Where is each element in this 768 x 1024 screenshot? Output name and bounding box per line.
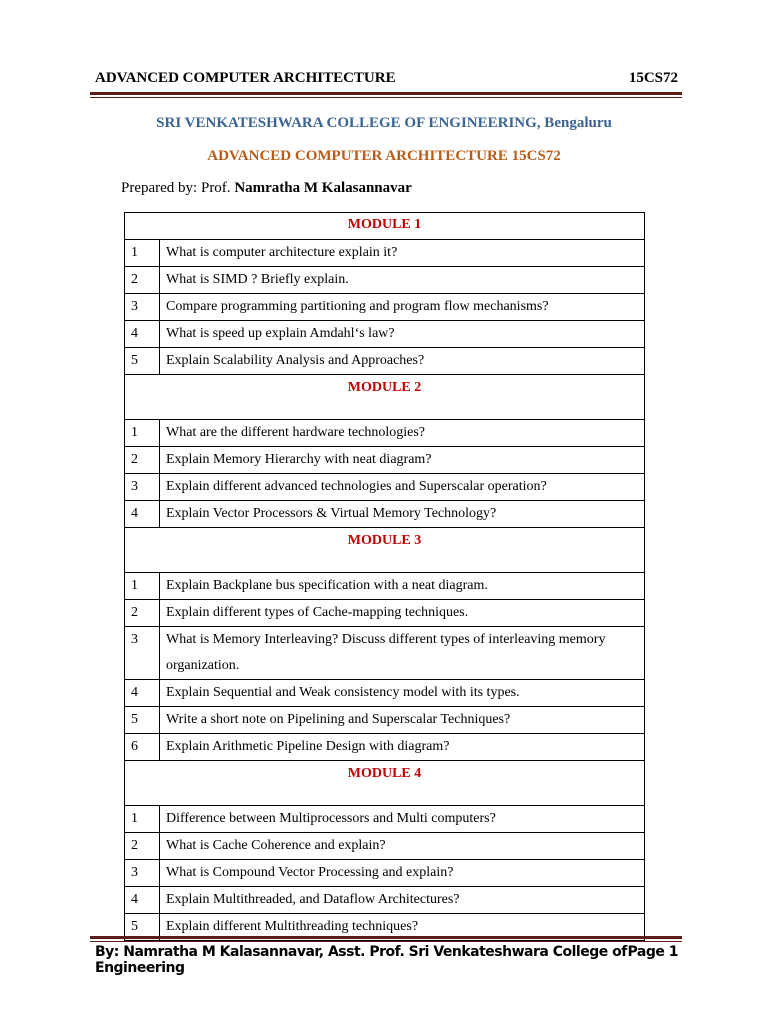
question-number: 2 xyxy=(125,447,160,474)
module-header-row xyxy=(125,375,645,420)
question-number: 4 xyxy=(125,501,160,528)
question-number: 1 xyxy=(125,573,160,600)
question-text: Explain Memory Hierarchy with neat diagram? xyxy=(160,447,645,474)
header-title: ADVANCED COMPUTER ARCHITECTURE xyxy=(95,70,396,86)
question-text: What is computer architecture explain it? xyxy=(160,240,645,267)
question-text: Write a short note on Pipelining and Superscalar Techniques? xyxy=(160,707,645,734)
question-text: Explain Multithreaded, and Dataflow Architectures? xyxy=(160,887,645,914)
question-row xyxy=(125,474,645,501)
question-text: What is SIMD ? Briefly explain. xyxy=(160,267,645,294)
question-text: Explain Sequential and Weak consistency model with its types. xyxy=(160,680,645,707)
question-number: 4 xyxy=(125,321,160,348)
question-text: What is Memory Interleaving? Discuss different types of interleaving memory organization. xyxy=(160,627,645,680)
question-text: What is Cache Coherence and explain? xyxy=(160,833,645,860)
question-row xyxy=(125,240,645,267)
question-row xyxy=(125,267,645,294)
header-rule-thin xyxy=(90,97,682,98)
module-title: MODULE 4 xyxy=(125,761,645,806)
question-number: 3 xyxy=(125,627,160,680)
footer-rule-thin xyxy=(90,941,682,942)
question-number: 2 xyxy=(125,600,160,627)
question-row xyxy=(125,833,645,860)
question-number: 2 xyxy=(125,833,160,860)
question-row xyxy=(125,734,645,761)
question-row xyxy=(125,321,645,348)
module-title: MODULE 2 xyxy=(125,375,645,420)
module-title: MODULE 1 xyxy=(125,213,645,240)
module-header-row xyxy=(125,761,645,806)
module-header-row xyxy=(125,528,645,573)
page-number: Page 1 xyxy=(627,944,678,960)
question-text: Explain Arithmetic Pipeline Design with diagram? xyxy=(160,734,645,761)
module-title: MODULE 3 xyxy=(125,528,645,573)
question-row xyxy=(125,294,645,321)
question-number: 3 xyxy=(125,294,160,321)
question-table xyxy=(124,212,645,941)
question-text: Compare programming partitioning and program flow mechanisms? xyxy=(160,294,645,321)
question-number: 1 xyxy=(125,420,160,447)
question-number: 3 xyxy=(125,474,160,501)
footer-rule-thick xyxy=(90,936,682,939)
question-text: Explain Vector Processors & Virtual Memory Technology? xyxy=(160,501,645,528)
footer-author: By: Namratha M Kalasannavar, Asst. Prof. Sri Venkateshwara College of Engineering xyxy=(95,944,627,976)
header-rule-thick xyxy=(90,92,682,95)
question-number: 2 xyxy=(125,267,160,294)
question-row xyxy=(125,447,645,474)
question-row xyxy=(125,501,645,528)
question-number: 4 xyxy=(125,680,160,707)
course-title: ADVANCED COMPUTER ARCHITECTURE 15CS72 xyxy=(207,148,561,164)
question-number: 5 xyxy=(125,348,160,375)
question-text: Explain different types of Cache-mapping techniques. xyxy=(160,600,645,627)
question-row xyxy=(125,573,645,600)
module-header-row xyxy=(125,213,645,240)
question-text: Difference between Multiprocessors and Multi computers? xyxy=(160,806,645,833)
question-text: Explain Backplane bus specification with a neat diagram. xyxy=(160,573,645,600)
question-row xyxy=(125,806,645,833)
question-text: What is Compound Vector Processing and explain? xyxy=(160,860,645,887)
page-header xyxy=(95,70,678,88)
question-text: Explain different advanced technologies and Superscalar operation? xyxy=(160,474,645,501)
question-row xyxy=(125,627,645,680)
question-row xyxy=(125,680,645,707)
question-row xyxy=(125,420,645,447)
question-number: 1 xyxy=(125,806,160,833)
header-course-code: 15CS72 xyxy=(628,70,678,86)
question-row xyxy=(125,707,645,734)
question-number: 6 xyxy=(125,734,160,761)
question-number: 5 xyxy=(125,914,160,941)
question-text: What are the different hardware technologies? xyxy=(160,420,645,447)
question-number: 1 xyxy=(125,240,160,267)
question-text: Explain different Multithreading techniques? xyxy=(160,914,645,941)
college-name: SRI VENKATESHWARA COLLEGE OF ENGINEERING, Bengaluru xyxy=(156,115,612,131)
question-row xyxy=(125,860,645,887)
question-number: 5 xyxy=(125,707,160,734)
question-text: Explain Scalability Analysis and Approaches? xyxy=(160,348,645,375)
question-text: What is speed up explain Amdahl‘s law? xyxy=(160,321,645,348)
question-row xyxy=(125,887,645,914)
prepared-prefix: Prepared by: Prof. xyxy=(121,180,235,196)
question-number: 4 xyxy=(125,887,160,914)
author-name: Namratha M Kalasannavar xyxy=(234,180,412,196)
question-number: 3 xyxy=(125,860,160,887)
prepared-by xyxy=(121,180,412,197)
question-row xyxy=(125,600,645,627)
question-row xyxy=(125,348,645,375)
